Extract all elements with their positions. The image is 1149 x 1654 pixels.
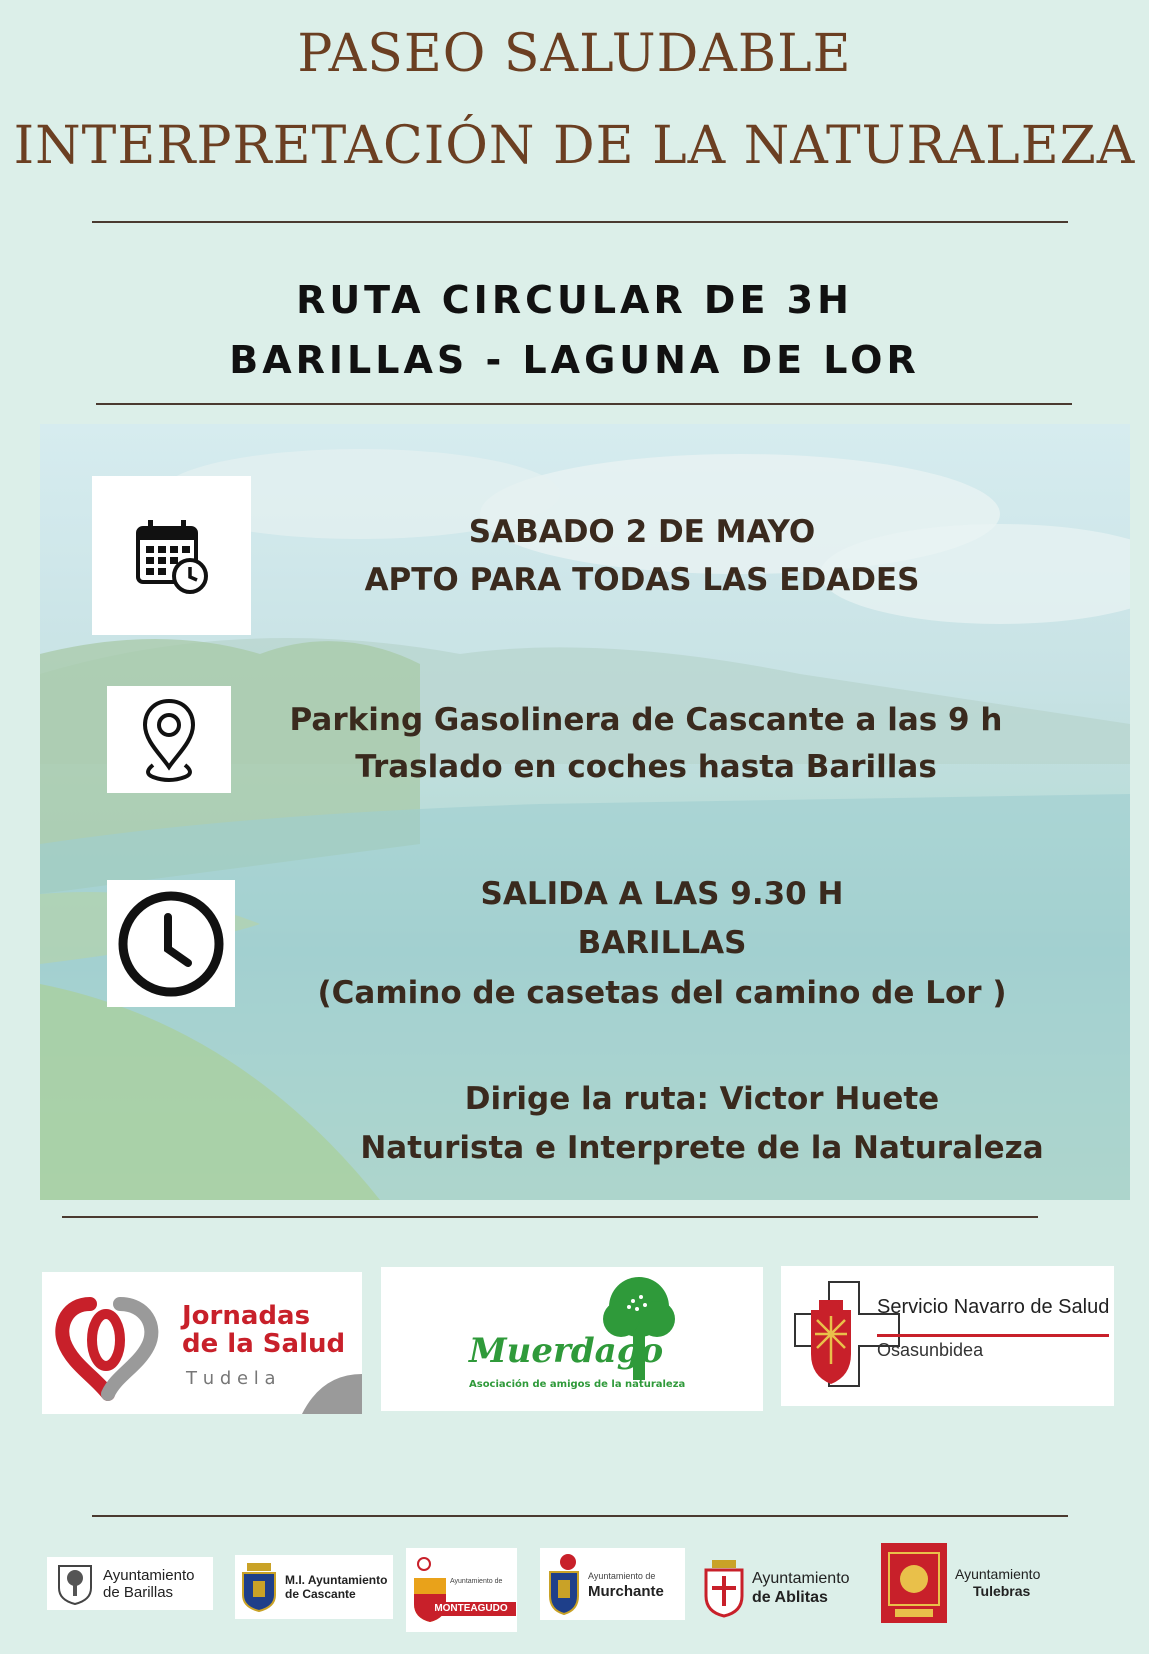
logo-servicio-navarro-salud xyxy=(781,1266,1114,1406)
murchante-shield-icon xyxy=(544,1552,584,1616)
title-line-2: INTERPRETACIÓN DE LA NATURALEZA xyxy=(13,116,1136,176)
location-pin-icon xyxy=(139,697,199,783)
divider-councils xyxy=(92,1515,1068,1517)
jornadas-line-2: de la Salud xyxy=(182,1329,346,1359)
barillas-shield-icon xyxy=(55,1562,95,1606)
cascante-shield-icon xyxy=(239,1561,279,1613)
monteagudo-line-1: Ayuntamiento de xyxy=(450,1578,503,1585)
location-icon-box xyxy=(107,686,231,793)
logo-muerdago xyxy=(381,1267,763,1411)
subtitle-line-1: RUTA CIRCULAR DE 3H xyxy=(296,278,853,322)
ablitas-line-1: Ayuntamiento xyxy=(752,1570,850,1587)
logo-ayuntamiento-tulebras xyxy=(881,1543,1061,1623)
place-line-1: Parking Gasolinera de Cascante a las 9 h xyxy=(289,702,1003,738)
muerdago-name: Muerdago xyxy=(469,1331,664,1371)
guide-line-1: Dirige la ruta: Victor Huete xyxy=(464,1081,940,1117)
ablitas-line-2: de Ablitas xyxy=(752,1589,828,1606)
divider-subtitle xyxy=(96,403,1072,405)
murchante-line-2: Murchante xyxy=(588,1583,664,1600)
murchante-line-1: Ayuntamiento de xyxy=(588,1571,656,1581)
jornadas-corner-shape xyxy=(302,1374,362,1414)
jornadas-line-3: T u d e l a xyxy=(186,1368,276,1389)
divider-sponsors xyxy=(62,1216,1038,1218)
jornadas-heart-icon xyxy=(50,1284,170,1404)
date-line-2: APTO PARA TODAS LAS EDADES xyxy=(364,562,920,598)
calendar-clock-icon xyxy=(132,516,212,596)
calendar-icon-box xyxy=(92,476,251,635)
date-line-1: SABADO 2 DE MAYO xyxy=(468,514,816,550)
barillas-line-2: de Barillas xyxy=(103,1583,174,1601)
divider-top xyxy=(92,221,1068,223)
logo-jornadas-salud xyxy=(42,1272,362,1414)
sns-line-2: Osasunbidea xyxy=(877,1340,984,1360)
clock-icon xyxy=(116,889,226,999)
time-line-3: (Camino de casetas del camino de Lor ) xyxy=(317,975,1007,1011)
logo-ayuntamiento-ablitas xyxy=(700,1555,863,1621)
ablitas-shield-icon xyxy=(702,1558,746,1618)
guide-line-2: Naturista e Interprete de la Naturaleza xyxy=(360,1130,1044,1166)
sns-red-underline xyxy=(877,1334,1109,1337)
clock-icon-box xyxy=(107,880,235,1007)
time-line-2: BARILLAS xyxy=(577,925,747,961)
tulebras-line-1: Ayuntamiento xyxy=(955,1566,1041,1582)
logo-ayuntamiento-monteagudo xyxy=(406,1548,517,1632)
place-line-2: Traslado en coches hasta Barillas xyxy=(355,749,937,785)
logo-ayuntamiento-barillas xyxy=(47,1557,213,1610)
barillas-line-1: Ayuntamiento xyxy=(103,1566,195,1584)
sns-line-1: Servicio Navarro de Salud xyxy=(877,1296,1110,1318)
cascante-line-1: M.I. Ayuntamiento xyxy=(285,1573,388,1587)
logo-ayuntamiento-murchante xyxy=(540,1548,685,1620)
time-line-1: SALIDA A LAS 9.30 H xyxy=(480,876,844,912)
tulebras-line-2: Tulebras xyxy=(973,1583,1031,1599)
title-line-1: PASEO SALUDABLE xyxy=(297,24,852,84)
jornadas-line-1: Jornadas xyxy=(182,1301,311,1331)
logo-ayuntamiento-cascante xyxy=(235,1555,393,1619)
tulebras-crest-icon xyxy=(881,1543,947,1623)
subtitle-line-2: BARILLAS - LAGUNA DE LOR xyxy=(229,338,920,382)
monteagudo-line-2: MONTEAGUDO xyxy=(426,1602,516,1616)
cascante-line-2: de Cascante xyxy=(285,1587,356,1601)
muerdago-tagline: Asociación de amigos de la naturaleza xyxy=(469,1379,686,1390)
